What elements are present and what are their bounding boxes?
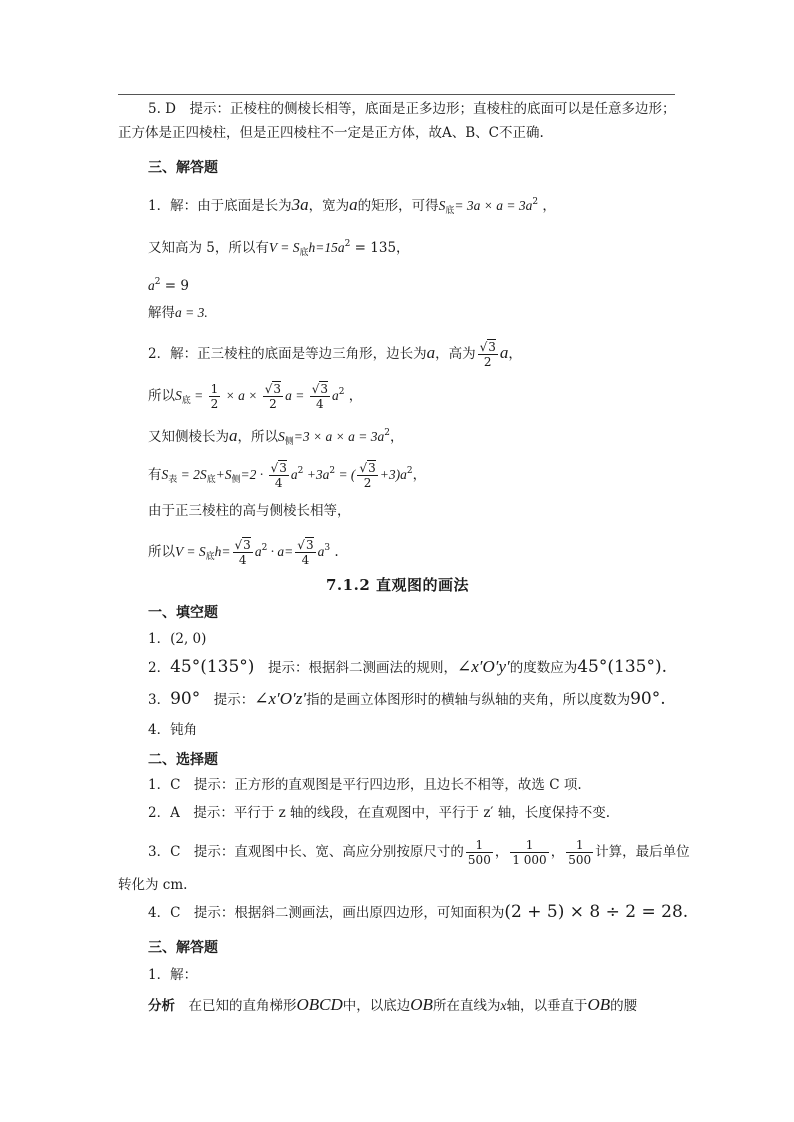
solution-1-line2: [148, 234, 410, 263]
text: 的度数应为: [509, 660, 578, 676]
fill-1: 1．(2, 0): [148, 631, 207, 647]
header-rule: [118, 94, 675, 95]
subscript: 侧: [284, 437, 294, 447]
analysis-label: 分析: [148, 998, 175, 1014]
math-eq: a = 3.: [175, 305, 208, 320]
math-ob: OB: [587, 995, 611, 1014]
math-a2: a: [148, 278, 155, 293]
text: ，所以: [237, 429, 278, 445]
text: 所在直线为: [432, 998, 501, 1014]
subscript: 底: [181, 396, 191, 406]
choice-3-cont: 转化为 cm.: [118, 877, 188, 893]
text: 指的是画立体图形时的横轴与纵轴的夹角，所以度数为: [306, 692, 631, 708]
text: 轴，以垂直于: [506, 998, 588, 1014]
fraction-1-over-2: $\frac{1}{2}$: [210, 382, 219, 411]
math-s-base: S: [438, 198, 446, 213]
fraction-1-over-500: $\frac{1}{500}$: [568, 838, 592, 867]
solution-1-line4: [148, 303, 208, 323]
text: 1．解：由于底面是长为: [148, 198, 292, 214]
math-obcd: OBCD: [296, 995, 343, 1014]
solution-2-line5: 由于正三棱柱的高与侧棱长相等，: [148, 503, 351, 519]
subscript: 底: [445, 206, 455, 216]
math-x: x: [500, 998, 507, 1013]
math-angle: 90°.: [630, 689, 666, 709]
fraction-sqrt3-over-2: $\frac{√3}{2}$: [479, 340, 496, 369]
answer-5-line2: 正方体是正四棱柱，但是正四棱柱不一定是正方体，故A、B、C不正确.: [118, 125, 544, 141]
math-a: a: [426, 343, 436, 362]
solution-2-line2: 所以$S_底$ = $\frac{1}{2}$ × a × $\frac{√3}{2}$ a = $\frac{√3}{4}$ $a^2$ ，: [148, 382, 363, 411]
math-s: S: [278, 429, 285, 444]
text: 所以: [148, 388, 175, 404]
text: 提示：根据斜二测画法的规则，: [254, 660, 457, 676]
math-expression: (2 + 5) × 8 ÷ 2 = 28.: [504, 902, 689, 922]
text: ，: [550, 844, 565, 860]
text: 3．: [148, 692, 171, 708]
text: 3．C 提示：直观图中长、宽、高应分别按原尺寸的: [148, 844, 464, 860]
math-angle: 45°(135°): [170, 657, 255, 677]
section-heading-choice: 二、选择题: [148, 752, 218, 768]
solution-2-line3: 又知侧棱长为a，所以$S_侧=3 \times a \times a = 3a^2$，: [148, 426, 404, 447]
text: = 9: [164, 278, 189, 294]
math-s: S: [161, 467, 169, 482]
math-ob: OB: [410, 995, 433, 1014]
text: 提示：: [200, 692, 255, 708]
solution-1-line1: 1．解：由于底面是长为3a，宽为a的矩形，可得$S_底= 3a \times a = 3a^2$ ，: [148, 195, 556, 216]
answer-5-line1: 5. D 提示：正棱柱的侧棱长相等，底面是正多边形；直棱柱的底面可以是任意多边形；: [148, 101, 676, 117]
text: = 135，: [350, 240, 410, 256]
solution-b1: 1．解：: [148, 967, 198, 983]
subscript: 侧: [231, 475, 241, 485]
analysis-line: [148, 995, 637, 1016]
fraction-sqrt3-over-2: $\frac{√3}{2}$: [359, 461, 376, 490]
solution-1-line3: [148, 272, 189, 296]
math-a: a: [349, 195, 358, 214]
math-eq: h=15a: [308, 240, 345, 255]
section-title-7-1-2: 7.1.2 直观图的画法: [326, 576, 469, 594]
choice-4: [148, 902, 688, 923]
math-a: a: [229, 426, 238, 445]
fraction-sqrt3-over-4: $\frac{√3}{4}$: [270, 461, 287, 490]
math-angle: 45°(135°).: [577, 657, 667, 677]
solution-2-line4: 有$S_表 = 2S_底+S_侧=2$ · $\frac{√3}{4}$ $a^2 +3a^2$ = ( $\frac{√3}{2}$ $+3)a^2$，: [148, 461, 427, 490]
text: ，高为: [435, 346, 476, 362]
fraction-1-over-1000: $\frac{1}{1 000}$: [512, 838, 547, 867]
fill-2: [148, 657, 667, 678]
fraction-sqrt3-over-4: $\frac{√3}{4}$: [311, 382, 328, 411]
text: 又知高为 5，所以有: [148, 240, 269, 256]
text: 的腰: [610, 998, 638, 1014]
subscript: 底: [205, 552, 215, 562]
subscript: 底: [206, 475, 216, 485]
section-heading-solutions: 三、解答题: [148, 160, 218, 176]
math-angle: ∠x′O′z′: [254, 689, 307, 708]
section-heading-solutions-2: 三、解答题: [148, 940, 218, 956]
choice-2: 2．A 提示：平行于 z 轴的线段，在直观图中，平行于 z′ 轴，长度保持不变.: [148, 805, 611, 821]
math-s: S: [175, 388, 182, 403]
text: 在已知的直角梯形: [175, 998, 297, 1014]
fill-3: [148, 689, 666, 710]
text: 的矩形，可得: [357, 198, 439, 214]
text: 所以: [148, 544, 175, 560]
text: 4．C 提示：根据斜二测画法，画出原四边形，可知面积为: [148, 905, 505, 921]
text: 又知侧棱长为: [148, 429, 229, 445]
superscript: 2: [344, 239, 351, 249]
text: ，: [494, 844, 509, 860]
text: 中，以底边: [342, 998, 411, 1014]
solution-2-line6: 所以$V = S_底h=$ $\frac{√3}{4}$ $a^2 \cdot a=$ $\frac{√3}{4}$ $a^3$ .: [148, 538, 339, 567]
text: 计算，最后单位: [595, 844, 690, 860]
text: 2．: [148, 660, 171, 676]
solution-2-line1: 2．解：正三棱柱的底面是等边三角形，边长为a，高为 $\frac{√3}{2}$ a，: [148, 340, 522, 369]
math-3a: 3a: [291, 195, 309, 214]
subscript: 表: [168, 475, 178, 485]
math-eq: = 3a × a = 3a: [454, 198, 533, 213]
math-v: V = S: [175, 544, 206, 559]
text: 解得: [148, 305, 175, 321]
math-angle: 90°: [170, 689, 201, 709]
choice-1: 1．C 提示：正方形的直观图是平行四边形，且边长不相等，故选 C 项.: [148, 777, 582, 793]
section-heading-fill: 一、填空题: [148, 605, 218, 621]
fill-4: 4．钝角: [148, 722, 198, 738]
fraction-sqrt3-over-2: $\frac{√3}{2}$: [264, 382, 282, 411]
subscript: 底: [299, 248, 309, 258]
math-angle: ∠x′O′y′: [456, 657, 510, 676]
fraction-1-over-500: $\frac{1}{500}$: [467, 838, 491, 867]
math-v: V = S: [268, 240, 300, 255]
math-a: a: [499, 343, 509, 362]
superscript: 2: [532, 197, 539, 207]
fraction-sqrt3-over-4: $\frac{√3}{4}$: [297, 538, 314, 567]
fraction-sqrt3-over-4: $\frac{√3}{4}$: [234, 538, 251, 567]
text: ，宽为: [308, 198, 350, 214]
superscript: 2: [154, 277, 161, 287]
choice-3: [148, 838, 690, 867]
text: 有: [148, 467, 162, 483]
text: 2．解：正三棱柱的底面是等边三角形，边长为: [148, 346, 427, 362]
